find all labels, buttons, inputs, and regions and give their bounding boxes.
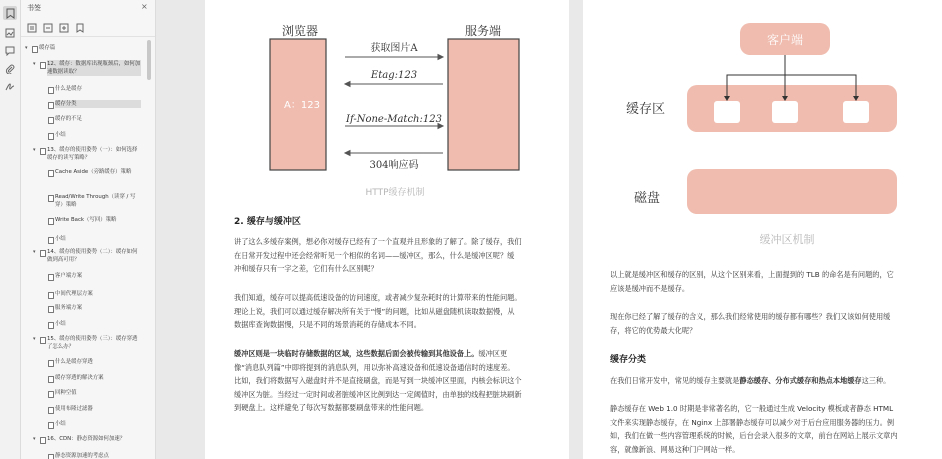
paragraph-intro [234, 235, 522, 276]
client-label: 客户端 [766, 33, 804, 47]
bookmarks-title: 书签 [27, 4, 41, 12]
buffer-diagram-caption: 缓冲区机制 [759, 233, 815, 246]
document-page-right [583, 0, 942, 459]
expand-all-icon[interactable] [27, 23, 37, 33]
paragraph-cache-def [234, 291, 522, 332]
disk-label: 磁盘 [634, 191, 661, 206]
bookmark-options-icon[interactable] [75, 23, 85, 33]
chevron-down-icon[interactable]: ▾ [33, 147, 36, 153]
chevron-down-icon[interactable]: ▾ [33, 61, 36, 67]
left-icon-rail [0, 0, 21, 459]
page-icon [32, 46, 38, 53]
page-icon [48, 376, 54, 383]
page-icon [48, 407, 54, 414]
bookmark-item[interactable]: 客户端方案 [55, 273, 82, 279]
page-icon [48, 102, 54, 109]
arrow-head-304 [345, 151, 350, 156]
arrow-label-if-none-match: If-None-Match:123 [346, 114, 442, 125]
page-icon [48, 292, 54, 299]
paragraph-line: 在日常开发过程中还会经常听见一个相似的名词——缓冲区，那么，什么是缓冲区呢？缓 [234, 250, 515, 260]
page-icon [48, 360, 54, 367]
page-icon [48, 117, 54, 124]
page-icon [48, 133, 54, 140]
chevron-down-icon[interactable]: ▾ [33, 249, 36, 255]
paragraph-line: 应该是缓冲而不是缓存。 [610, 283, 690, 293]
cache-slot [843, 101, 869, 123]
arrow-label-etag: Etag:123 [370, 70, 418, 81]
bookmark-item[interactable]: 小结 [55, 132, 66, 138]
chevron-down-icon[interactable]: ▾ [33, 336, 36, 342]
bookmarks-header [21, 0, 155, 18]
paragraph-line: 像“消息队列篇”中即将提到的消息队列，用以弥补高速设备和低速设备通信时的速度差。 [234, 362, 515, 372]
page-icon [48, 274, 54, 281]
bookmark-item[interactable]: 14、缓存的使用姿势（二）：缓存如何做到高可用？ [47, 249, 138, 263]
page-icon [40, 62, 46, 69]
thumbnail-icon[interactable] [3, 26, 17, 40]
paragraph-line: 缓冲区为脏。当经过一定时间或者脏缓冲区比例到达一定阈值时，由单独的线程把脏块刷新 [234, 389, 522, 399]
add-bookmark-icon[interactable] [59, 23, 69, 33]
bold-phrase: 静态缓存、分布式缓存和热点本地缓存 [739, 376, 862, 385]
comment-icon[interactable] [3, 44, 17, 58]
bookmark-item[interactable]: 中间代理层方案 [55, 291, 93, 297]
bookmark-item[interactable]: Read/Write Through（读穿 / 写穿）策略 [55, 194, 136, 208]
bookmark-item[interactable]: 回种空值 [55, 390, 77, 396]
bookmark-item[interactable]: 12、缓存：数据库出现瓶颈后，如何加速数据读取？ [47, 61, 141, 75]
page-icon [48, 170, 54, 177]
page-icon [40, 437, 46, 444]
paragraph-line: 讲了这么多缓存案例，想必你对缓存已经有了一个直观并且形象的了解了。除了缓存，我们 [234, 237, 522, 246]
http-diagram-caption: HTTP缓存机制 [365, 188, 425, 198]
close-icon[interactable]: × [141, 2, 148, 11]
page-icon [40, 337, 46, 344]
arrow-head-etag [345, 82, 350, 87]
paragraph-line: 我们知道，缓存可以提高低速设备的访问速度，或者减少复杂耗时的计算带来的性能问题。 [234, 293, 522, 302]
paragraph-fragment: 这三种。 [861, 376, 891, 385]
paragraph-line: 存，将它的优势最大化呢？ [610, 325, 697, 335]
signature-icon[interactable] [3, 80, 17, 94]
buffer-diagram [583, 0, 942, 250]
bookmark-item[interactable]: 小结 [55, 421, 66, 427]
chevron-down-icon[interactable]: ▾ [33, 436, 36, 442]
paragraph-fragment: 在我们日常开发中，常见的缓存主要就是 [610, 376, 740, 385]
paragraph-line: 比如，我们将数据写入磁盘时并不是直接刷盘，而是写到一块缓冲区里面，内核会标识这个 [234, 376, 522, 385]
bookmark-item[interactable]: 小结 [55, 236, 66, 242]
bookmark-item[interactable]: 13、缓存的使用姿势（一）：如何选择缓存的读写策略？ [47, 147, 138, 161]
bookmark-item[interactable]: 静态资源加速的考虑点 [55, 453, 109, 459]
cache-area-label: 缓存区 [626, 102, 666, 117]
bookmark-item[interactable]: 缓存篇 [39, 45, 56, 51]
page-icon [48, 422, 54, 429]
collapse-all-icon[interactable] [43, 23, 53, 33]
page-icon [48, 195, 54, 202]
bookmark-item[interactable]: 缓存分类 [55, 100, 141, 108]
page-icon [40, 250, 46, 257]
document-page-left [205, 0, 569, 459]
cache-slot [772, 101, 798, 123]
bookmark-item[interactable]: 使用布隆过滤器 [55, 406, 93, 412]
bookmark-item[interactable]: Cache Aside（旁路缓存）策略 [55, 169, 132, 175]
paragraph-static-cache [610, 402, 898, 456]
attachment-icon[interactable] [3, 62, 17, 76]
bookmark-item[interactable]: Write Back（写回）策略 [55, 217, 117, 223]
paragraph-line: 如，我们在做一些内容管理系统的时候，后台会录入很多的文章，前台在网站上展示文章内 [610, 431, 898, 440]
paragraph-line [234, 347, 522, 361]
bookmark-item[interactable]: 什么是缓存穿透 [55, 359, 93, 365]
bookmark-icon[interactable] [3, 6, 17, 20]
page-icon [48, 218, 54, 225]
paragraph-cache-types [610, 374, 890, 388]
browser-label: 浏览器 [281, 24, 319, 38]
page-icon [48, 454, 54, 459]
arrow-label-request: 获取图片A [370, 43, 418, 54]
bookmark-item[interactable]: 小结 [55, 321, 66, 327]
paragraph-line: 容，就像新浪、网易这种门户网站一样。 [610, 444, 740, 454]
bookmark-item[interactable]: 缓存的不足 [55, 116, 82, 122]
sidebar-scrollbar[interactable] [147, 40, 151, 80]
bookmark-item[interactable]: 15、缓存的使用姿势（三）：缓存穿透了怎么办？ [47, 336, 138, 350]
bookmark-item[interactable]: 什么是缓存 [55, 86, 82, 92]
paragraph-line [610, 374, 890, 388]
page-icon [48, 306, 54, 313]
bookmarks-toolbar [21, 20, 155, 37]
page-icon [48, 322, 54, 329]
paragraph-buffer-def [234, 347, 522, 415]
paragraph-tlb [610, 268, 894, 295]
paragraph-line: 静态缓存在 Web 1.0 时期是非常著名的，它一般通过生成 Velocity 模板或者静态 HTML [610, 404, 894, 413]
section-heading-cache-buffer: 2. 缓存与缓冲区 [234, 217, 301, 227]
paragraph-line: 冲和缓存只有一字之差，它们有什么区别呢？ [234, 264, 378, 273]
paragraph-line: 数据库查询数据慢，只是不同的场景消耗的存储成本不同。 [234, 320, 421, 329]
bookmark-item[interactable]: 16、CDN：静态资源如何加速？ [47, 436, 126, 442]
disk-box [687, 169, 897, 214]
arrow-label-304: 304响应码 [369, 160, 419, 171]
arrow-head-request [438, 55, 443, 60]
paragraph-fragment: 缓冲区更 [478, 349, 508, 358]
server-label: 服务端 [464, 24, 502, 38]
bold-phrase: 缓冲区则是一块临时存储数据的区域，这些数据后面会被传输到其他设备上。 [234, 349, 479, 358]
section-heading-cache-types: 缓存分类 [610, 355, 647, 365]
http-cache-diagram [205, 0, 569, 205]
paragraph-question [610, 310, 890, 337]
paragraph-line: 以上就是缓冲区和缓存的区别，从这个区别来看，上面提到的 TLB 的命名是有问题的，它 [610, 270, 894, 279]
bookmark-item[interactable]: 缓存穿透的解决方案 [55, 375, 104, 381]
paragraph-line: 理论上说，我们可以通过缓存解决所有关于“慢”的问题，比如从磁盘随机读取数据慢，从 [234, 306, 515, 316]
cache-slot [714, 101, 740, 123]
page-icon [48, 237, 54, 244]
server-box [448, 39, 519, 170]
page-icon [48, 87, 54, 94]
browser-value: A：123 [284, 100, 320, 111]
paragraph-line: 现在你已经了解了缓存的含义，那么我们经常使用的缓存都有哪些？我们又该如何使用缓 [610, 312, 891, 321]
page-icon [40, 148, 46, 155]
paragraph-line: 到硬盘上。这样避免了每次写数据都要刷盘带来的性能问题。 [234, 403, 429, 412]
chevron-down-icon[interactable]: ▾ [25, 45, 28, 51]
page-icon [48, 391, 54, 398]
bookmarks-panel [21, 0, 156, 459]
bookmark-item[interactable]: 服务端方案 [55, 305, 82, 311]
paragraph-line: 文件来实现静态缓存，在 Nginx 上部署静态缓存可以减少对于后台应用服务器的压力。例 [610, 417, 895, 427]
